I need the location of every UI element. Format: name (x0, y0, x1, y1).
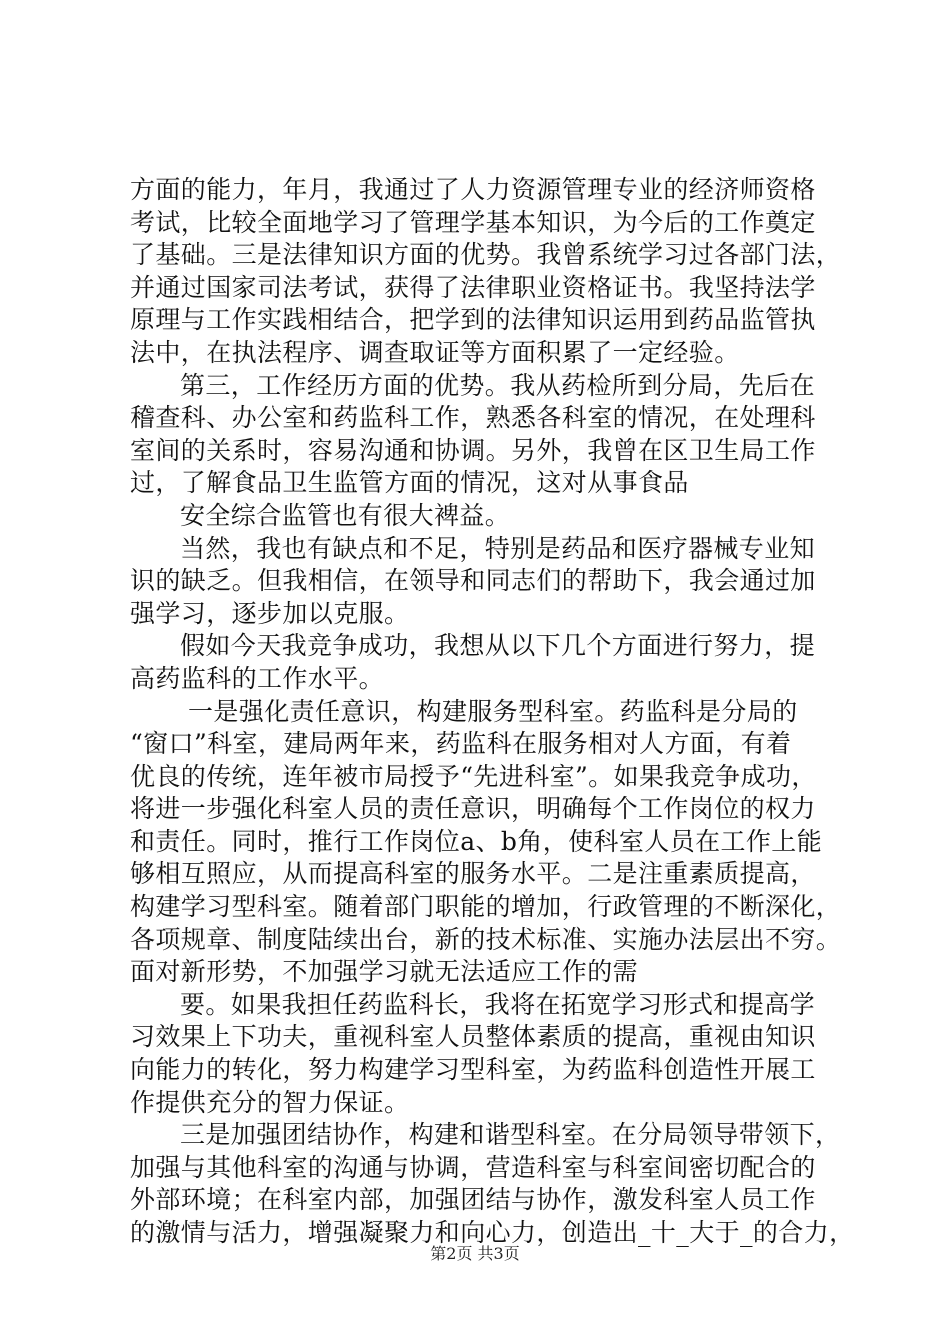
text-line: 够相互照应，从而提高科室的服务水平。二是注重素质提高， (130, 859, 816, 889)
text-line: 高药监科的工作水平。 (130, 663, 385, 693)
text-line: 识的缺乏。但我相信，在领导和同志们的帮助下，我会通过加 (130, 566, 816, 596)
text-line: 优良的传统，连年被市局授予“先进科室”。如果我竞争成功， (130, 761, 817, 791)
text-line: 习效果上下功夫，重视科室人员整体素质的提高，重视由知识 (130, 1022, 816, 1052)
document-body (130, 174, 855, 1250)
text-line: 法中，在执法程序、调查取证等方面积累了一定经验。 (130, 337, 740, 367)
text-line: 考试，比较全面地学习了管理学基本知识，为今后的工作奠定 (130, 207, 816, 237)
page-number-footer: 第2页 共3页 (430, 1244, 520, 1263)
text-line: 作提供充分的智力保证。 (130, 1087, 410, 1117)
text-line: “窗口”科室，建局两年来，药监科在服务相对人方面，有着 (130, 729, 792, 759)
text-line: 方面的能力，年月，我通过了人力资源管理专业的经济师资格 (130, 175, 816, 204)
text-line: 各项规章、制度陆续出台，新的技术标准、实施办法层出不穷。 (130, 924, 842, 954)
text-line: 面对新形势，不加强学习就无法适应工作的需 (130, 957, 639, 987)
text-line: 强学习，逐步加以克服。 (130, 598, 410, 628)
text-line: 过，了解食品卫生监管方面的情况，这对从事食品 (130, 468, 689, 498)
text-line: 室间的关系时，容易沟通和协调。另外，我曾在区卫生局工作 (130, 435, 816, 465)
text-line: 构建学习型科室。随着部门职能的增加，行政管理的不断深化， (130, 892, 842, 922)
paragraph-start-line: 三是加强团结协作，构建和谐型科室。在分局领导带领下， (180, 1120, 841, 1150)
text-line: 的激情与活力，增强凝聚力和向心力，创造出_十_大于_的合力， (130, 1218, 855, 1247)
paragraph-start-line: 安全综合监管也有很大裨益。 (180, 500, 511, 530)
paragraph-start-line: 当然，我也有缺点和不足，特别是药品和医疗器械专业知 (180, 533, 816, 563)
paragraph-start-line: 假如今天我竞争成功，我想从以下几个方面进行努力，提 (180, 631, 816, 661)
text-line: 将进一步强化科室人员的责任意识，明确每个工作岗位的权力 (130, 794, 816, 824)
text-line: 和责任。同时，推行工作岗位a、b角，使科室人员在工作上能 (130, 826, 823, 856)
text-line: 了基础。三是法律知识方面的优势。我曾系统学习过各部门法， (130, 240, 842, 270)
text-line: 原理与工作实践相结合，把学到的法律知识运用到药品监管执 (130, 305, 816, 335)
paragraph-start-line: 第三，工作经历方面的优势。我从药检所到分局，先后在 (180, 370, 816, 400)
paragraph-start-line: 要。如果我担任药监科长，我将在拓宽学习形式和提高学 (180, 989, 816, 1019)
text-line: 稽查科、办公室和药监科工作，熟悉各科室的情况，在处理科 (130, 403, 816, 433)
paragraph-start-line: 一是强化责任意识，构建服务型科室。药监科是分局的 (188, 696, 798, 726)
text-line: 加强与其他科室的沟通与协调，营造科室与科室间密切配合的 (130, 1152, 816, 1182)
text-line: 并通过国家司法考试，获得了法律职业资格证书。我坚持法学 (130, 272, 816, 302)
text-line: 向能力的转化，努力构建学习型科室，为药监科创造性开展工 (130, 1055, 816, 1085)
text-line: 外部环境；在科室内部，加强团结与协作，激发科室人员工作 (130, 1185, 816, 1215)
